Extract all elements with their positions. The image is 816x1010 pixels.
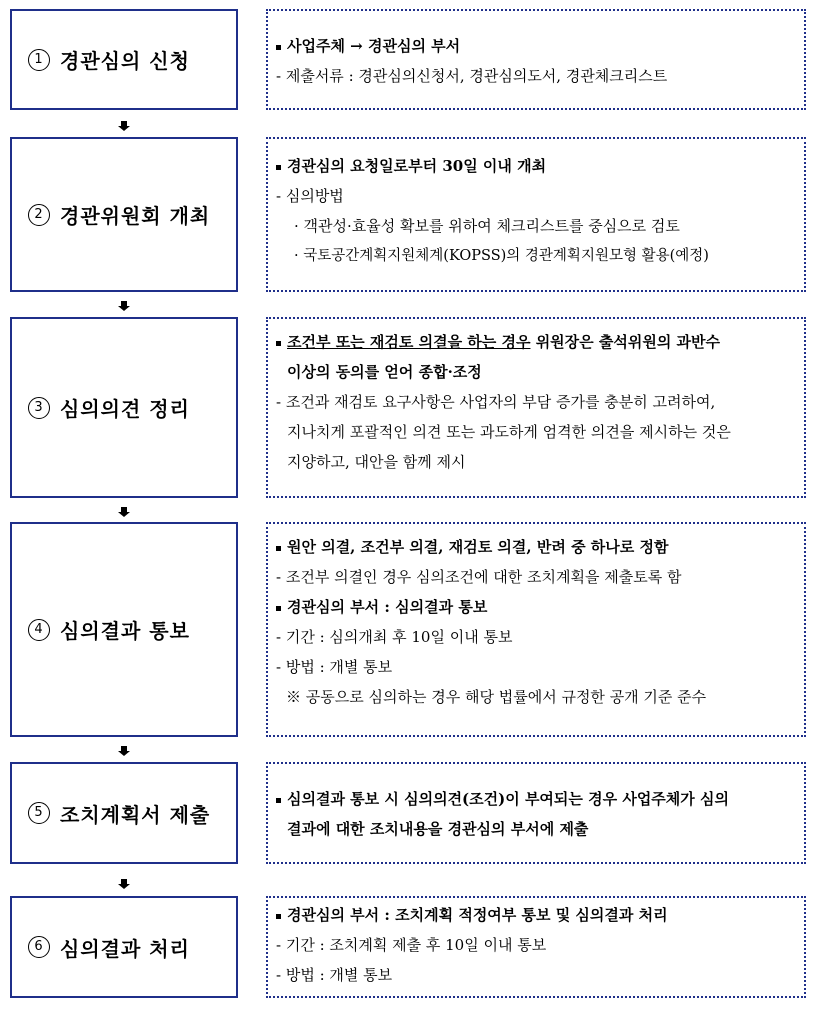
step-6-details <box>266 896 806 998</box>
detail-line: - 조건과 재검토 요구사항은 사업자의 부담 증가를 충분히 고려하여, <box>276 393 716 411</box>
square-bullet-icon <box>276 165 281 170</box>
step-4-details <box>266 522 806 737</box>
detail-line: · 국토공간계획지원체계(KOPSS)의 경관계획지원모형 활용(예정) <box>294 248 709 264</box>
down-arrow-icon <box>118 746 130 756</box>
detail-line <box>276 532 796 562</box>
step-3-box <box>10 317 238 498</box>
detail-text: 원안 의결, 조건부 의결, 재검토 의결, 반려 중 하나로 정함 <box>287 538 669 556</box>
down-arrow-icon <box>118 507 130 517</box>
step-3-title: 심의의견 정리 <box>60 397 190 421</box>
detail-line: 지양하고, 대안을 함께 제시 <box>287 453 466 471</box>
detail-line: - 기간 : 심의개최 후 10일 이내 통보 <box>276 628 513 646</box>
step-number-badge: 2 <box>28 204 50 226</box>
step-2-box <box>10 137 238 292</box>
detail-text-underlined: 조건부 또는 재검토 의결을 하는 경우 <box>287 333 531 351</box>
down-arrow-icon <box>118 121 130 131</box>
detail-text: 사업주체 → 경관심의 부서 <box>287 37 461 55</box>
step-6-title: 심의결과 처리 <box>60 936 190 961</box>
detail-line <box>276 900 796 930</box>
detail-line: - 제출서류 : 경관심의신청서, 경관심의도서, 경관체크리스트 <box>276 67 668 85</box>
square-bullet-icon <box>276 798 281 803</box>
detail-line <box>276 784 796 814</box>
step-number-badge: 3 <box>28 397 50 419</box>
down-arrow-icon <box>118 879 130 889</box>
step-number-badge: 1 <box>28 49 50 71</box>
detail-line: 결과에 대한 조치내용을 경관심의 부서에 제출 <box>287 820 589 838</box>
step-5-box <box>10 762 238 864</box>
step-5-details <box>266 762 806 864</box>
square-bullet-icon <box>276 45 281 50</box>
detail-text: 경관심의 부서 : 심의결과 통보 <box>287 598 488 616</box>
down-arrow-icon <box>118 301 130 311</box>
step-1-box <box>10 9 238 110</box>
detail-line: · 객관성·효율성 확보를 위하여 체크리스트를 중심으로 검토 <box>294 217 680 235</box>
detail-line: 이상의 동의를 얻어 종합·조정 <box>287 363 482 381</box>
detail-text: 경관심의 부서 : 조치계획 적정여부 통보 및 심의결과 처리 <box>287 906 668 924</box>
step-6-box <box>10 896 238 998</box>
step-number-badge: 5 <box>28 802 50 824</box>
step-1-title: 경관심의 신청 <box>60 49 190 73</box>
step-number-badge: 4 <box>28 619 50 641</box>
detail-line <box>276 592 796 622</box>
detail-line <box>276 151 796 181</box>
detail-line: 지나치게 포괄적인 의견 또는 과도하게 엄격한 의견을 제시하는 것은 <box>287 423 731 441</box>
square-bullet-icon <box>276 341 281 346</box>
detail-line: - 기간 : 조치계획 제출 후 10일 이내 통보 <box>276 936 547 954</box>
detail-text: 심의결과 통보 시 심의의견(조건)이 부여되는 경우 사업주체가 심의 <box>287 790 729 808</box>
detail-line <box>276 31 796 61</box>
detail-text: 경관심의 요청일로부터 30일 이내 개최 <box>287 157 547 175</box>
square-bullet-icon <box>276 606 281 611</box>
detail-line <box>276 327 796 357</box>
detail-line: - 방법 : 개별 통보 <box>276 658 393 676</box>
detail-line: - 방법 : 개별 통보 <box>276 966 393 984</box>
step-number-badge: 6 <box>28 936 50 958</box>
step-4-box <box>10 522 238 737</box>
detail-line: - 조건부 의결인 경우 심의조건에 대한 조치계획을 제출토록 함 <box>276 568 682 586</box>
square-bullet-icon <box>276 914 281 919</box>
detail-line: - 심의방법 <box>276 187 344 205</box>
step-4-title: 심의결과 통보 <box>60 619 190 643</box>
detail-note: ※ 공동으로 심의하는 경우 해당 법률에서 규정한 공개 기준 준수 <box>286 688 707 706</box>
step-5-title: 조치계획서 제출 <box>60 802 211 827</box>
detail-text: 위원장은 출석위원의 과반수 <box>530 333 721 351</box>
square-bullet-icon <box>276 546 281 551</box>
step-1-details <box>266 9 806 110</box>
step-2-title: 경관위원회 개최 <box>60 204 211 228</box>
step-2-details <box>266 137 806 292</box>
step-3-details <box>266 317 806 498</box>
